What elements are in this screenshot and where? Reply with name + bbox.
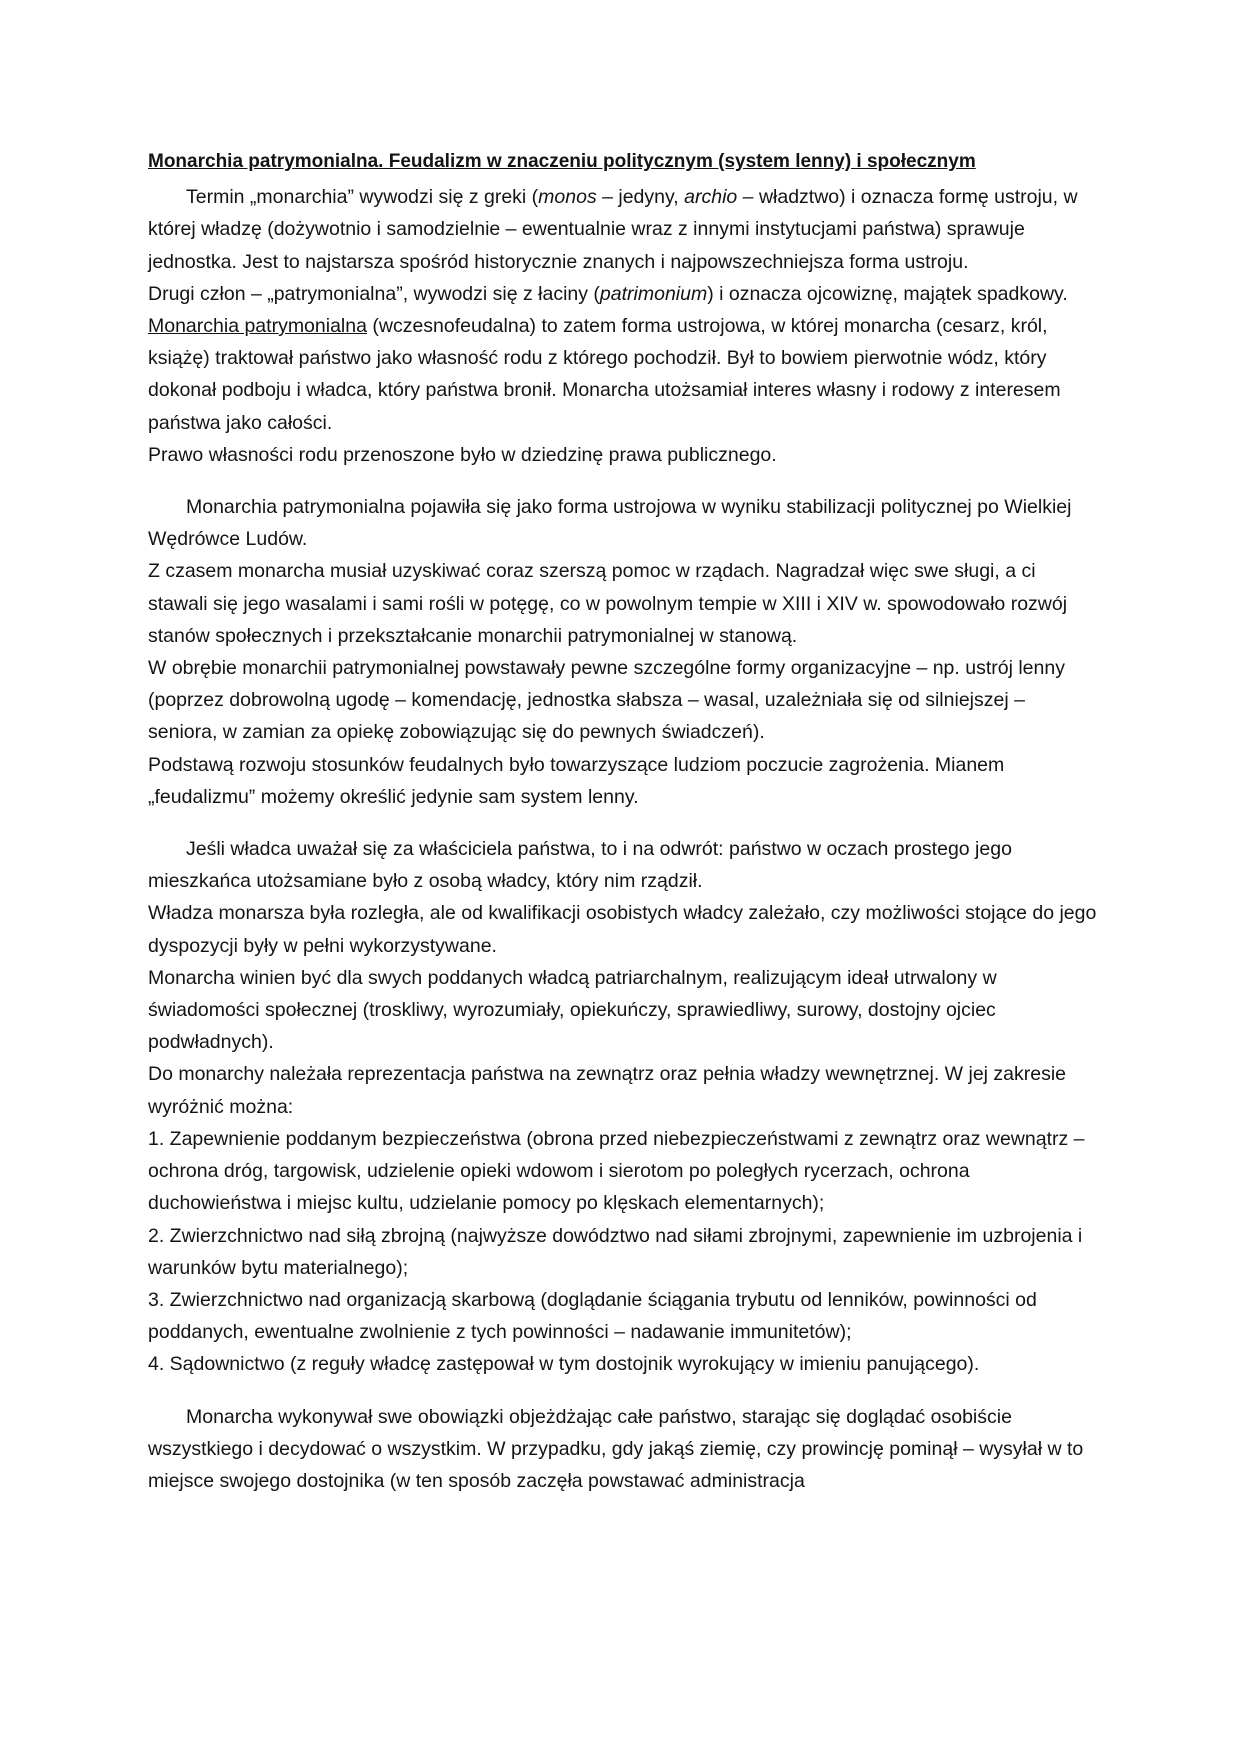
text-run: – jedyny, bbox=[596, 186, 685, 209]
paragraph-vassals: Z czasem monarcha musiał uzyskiwać coraz szerszą pomoc w rządach. Nagradzał więc swe sługi, a ci stawali się jego wasalami i sami rośli w potęgę, co w powolnym tempie w XIII i XIV w. spowodowało rozwój stanów społecznych i przekształcanie monarchii patrymonialnej w stanową. bbox=[148, 560, 1068, 647]
section-ruler-powers bbox=[148, 833, 1098, 1380]
italic-term-monos: monos bbox=[538, 186, 597, 209]
section-administration bbox=[148, 1401, 1098, 1498]
text-run: Drugi człon – „patrymonialna”, wywodzi się z łaciny ( bbox=[148, 282, 600, 305]
paragraph-property-law: Prawo własności rodu przenoszone było w dziedzinę prawa publicznego. bbox=[148, 443, 777, 466]
paragraph-patriarchal-ruler: Monarcha winien być dla swych poddanych władcą patriarchalnym, realizującym ideał utrwalony w świadomości społecznej (troskliwy, wyrozumiały, opiekuńczy, sprawiedliwy, surowy, dostojny ojciec podwładnych). bbox=[148, 966, 997, 1054]
paragraph-ruler-owner: Jeśli władca uważał się za właściciela państwa, to i na odwrót: państwo w oczach prostego jego mieszkańca utożsamiane było z osobą władcy, który nim rządził. bbox=[148, 838, 1012, 893]
paragraph-administration: Monarcha wykonywał swe obowiązki objeżdżając całe państwo, starając się doglądać osobiście wszystkiego i decydować o wszystkim. W przypadku, gdy jakąś ziemię, czy prowincję pominął – wysyłał w to miejsce swojego dostojnika (w ten sposób zaczęła powstawać administracja bbox=[148, 1405, 1084, 1492]
paragraph-feudalism: Podstawą rozwoju stosunków feudalnych było towarzyszące ludziom poczucie zagrożenia. Mianem „feudalizmu” możemy określić jedynie sam system lenny. bbox=[148, 753, 1005, 808]
section-monarchy-definition bbox=[148, 181, 1098, 471]
underlined-term: Monarchia patrymonialna bbox=[148, 315, 367, 338]
paragraph-fief-system: W obrębie monarchii patrymonialnej powstawały pewne szczególne formy organizacyjne – np. ustrój lenny (poprzez dobrowolną ugodę – komendację, jednostka słabsza – wasal, uzależniała się od silniejszej – seniora, w zamian za opiekę zobowiązując się do pewnych świadczeń). bbox=[148, 657, 1065, 744]
italic-term-archio: archio bbox=[684, 186, 738, 209]
paragraph-term-origin bbox=[148, 181, 1098, 278]
paragraph-powers-intro: Do monarchy należała reprezentacja państwa na zewnątrz oraz pełnia władzy wewnętrznej. W jej zakresie wyróżnić można: bbox=[148, 1063, 1067, 1118]
paragraph-origins: Monarchia patrymonialna pojawiła się jako forma ustrojowa w wyniku stabilizacji politycznej po Wielkiej Wędrówce Ludów. bbox=[148, 496, 1072, 551]
text-run: ) i oznacza ojcowiznę, majątek spadkowy. bbox=[707, 282, 1068, 305]
list-item-security: 1. Zapewnienie poddanym bezpieczeństwa (obrona przed niebezpieczeństwami z zewnątrz oraz wewnątrz – ochrona dróg, targowisk, udzielenie opieki wdowom i sierotom po poległych rycerzach, ochrona duchowieństwa i miejsc kultu, udzielanie pomocy po klęskach elementarnych); bbox=[148, 1127, 1085, 1215]
text-run: Termin „monarchia” wywodzi się z greki ( bbox=[186, 186, 539, 209]
paragraph-second-part bbox=[148, 278, 1098, 310]
list-item-treasury: 3. Zwierzchnictwo nad organizacją skarbową (doglądanie ściągania trybutu od lenników, powinności od poddanych, ewentualne zwolnienie z tych powinności – nadawanie immunitetów); bbox=[148, 1288, 1037, 1344]
paragraph-power-extent: Władza monarsza była rozległa, ale od kwalifikacji osobistych władcy zależało, czy możliwości stojące do jego dyspozycji były w pełni wykorzystywane. bbox=[148, 902, 1097, 957]
text-run: (wczesnofeudalna) to zatem forma ustrojowa, w której monarcha (cesarz, król, książę) traktował państwo jako własność rodu z którego pochodził. Był to bowiem pierwotnie wódz, który dokonał podboju i władca, który państwa bronił. Monarcha utożsamiał interes własny i rodowy z interesem państwa jako całości. bbox=[148, 315, 1061, 434]
list-item-judiciary: 4. Sądownictwo (z reguły władcę zastępował w tym dostojnik wyrokujący w imieniu panującego). bbox=[148, 1353, 980, 1376]
text-run: – władztwo) i oznacza formę ustroju, w której władzę (dożywotnio i samodzielnie – ewentualnie wraz z innymi instytucjami państwa) sprawuje jednostka. Jest to najstarsza spośród historycznie znanych i najpowszechniejsza forma ustroju. bbox=[148, 186, 1078, 273]
list-item-armed-forces: 2. Zwierzchnictwo nad siłą zbrojną (najwyższe dowództwo nad siłami zbrojnymi, zapewnienie im uzbrojenia i warunków bytu materialnego); bbox=[148, 1224, 1083, 1279]
italic-term-patrimonium: patrimonium bbox=[599, 282, 708, 305]
document-page bbox=[148, 146, 1098, 1497]
section-origins bbox=[148, 491, 1098, 813]
paragraph-patrimonial-monarchy bbox=[148, 310, 1098, 439]
document-title: Monarchia patrymonialna. Feudalizm w znaczeniu politycznym (system lenny) i społecznym bbox=[148, 151, 976, 172]
